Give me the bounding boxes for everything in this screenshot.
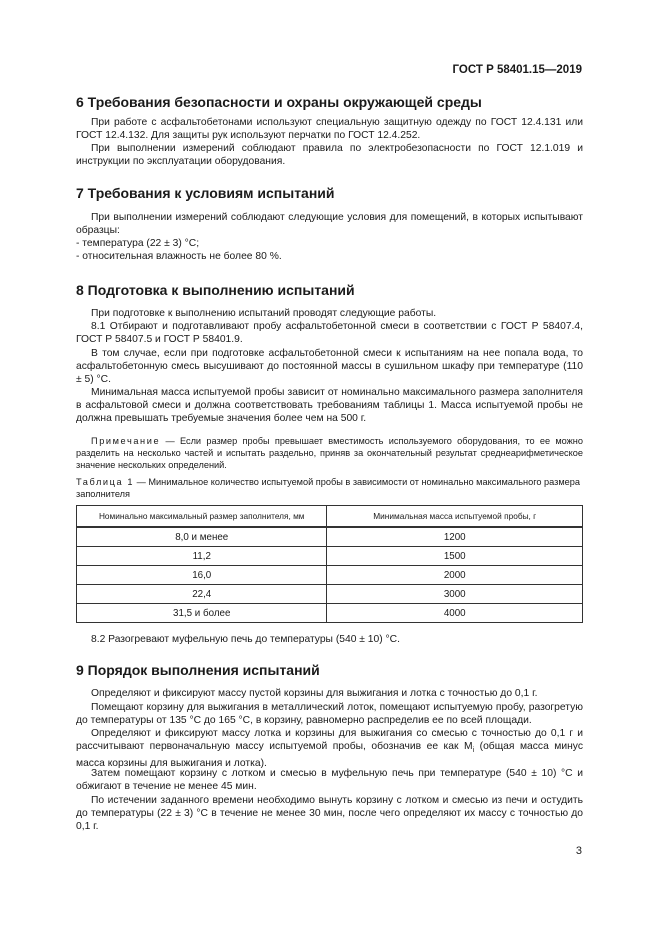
note-text: — Если размер пробы превышает вместимость используемого оборудования, то ее можно разделить на несколько частей и испытать раздельно, приняв за окончательный результат среднеарифметическое значение нескольких определений. [76, 436, 583, 470]
section-7-paragraph-1: При выполнении измерений соблюдают следующие условия для помещений, в которых испытывают образцы: [76, 212, 583, 236]
table-cell-mass: 1500 [327, 547, 583, 566]
section-9-paragraph-5: По истечении заданного времени необходимо вынуть корзину с лотком и смесью из печи и остудить до температуры (22 ± 3) °С в течение не менее 30 мин, после чего определяют их массу с точностью до 0,1 г. [76, 795, 583, 832]
table-cell-size: 22,4 [77, 585, 327, 604]
table-cell-mass: 4000 [327, 604, 583, 623]
section-8-paragraph-1: При подготовке к выполнению испытаний проводят следующие работы. [91, 308, 437, 319]
note-label: Примечание [91, 436, 161, 446]
table-row [77, 585, 583, 604]
document-id: ГОСТ Р 58401.15—2019 [452, 64, 582, 76]
section-8-paragraph-4: Минимальная масса испытуемой пробы зависит от номинально максимального размера заполнителя в асфальтовой смеси и должна соответствовать требованиям таблицы 1. Масса испытуемой пробы не должна превышать требуемые значения более чем на 500 г. [76, 387, 583, 424]
table-cell-size: 8,0 и менее [77, 527, 327, 547]
section-9-paragraph-3-text: Определяют и фиксируют массу лотка и корзины для выжигания со смесью с точностью до 0,1 г и рассчитывают первоначальную массу испытуемой пробы, обозначив ее как M [76, 728, 583, 752]
table-label: Таблица 1 [76, 477, 135, 487]
table-cell-size: 31,5 и более [77, 604, 327, 623]
page-number: 3 [575, 845, 582, 857]
table-row [77, 566, 583, 585]
table-caption [76, 476, 583, 500]
table-row [77, 527, 583, 547]
table-cell-mass: 3000 [327, 585, 583, 604]
table-row [77, 604, 583, 623]
note [76, 435, 583, 471]
section-6-paragraph-1: При работе с асфальтобетонами используют специальную защитную одежду по ГОСТ 12.4.131 или ГОСТ 12.4.132. Для защиты рук используют перчатки по ГОСТ 12.4.252. [76, 117, 583, 141]
section-8-title: 8 Подготовка к выполнению испытаний [76, 282, 355, 298]
section-8-1-paragraph: 8.1 Отбирают и подготавливают пробу асфальтобетонной смеси в соответствии с ГОСТ Р 58407.4, ГОСТ Р 58407.5 и ГОСТ Р 58401.9. [76, 321, 583, 345]
section-6-title: 6 Требования безопасности и охраны окружающей среды [76, 94, 482, 110]
table-cell-mass: 1200 [327, 527, 583, 547]
table-cell-size: 16,0 [77, 566, 327, 585]
section-8-2-paragraph: 8.2 Разогревают муфельную печь до температуры (540 ± 10) °С. [91, 634, 400, 645]
section-9-paragraph-4: Затем помещают корзину с лотком и смесью в муфельную печь при температуре (540 ± 10) °С и обжигают в течение не менее 45 мин. [76, 768, 583, 792]
list-item-temperature: - температура (22 ± 3) °С; [76, 238, 200, 249]
mass-subscript: i [472, 747, 475, 755]
table-cell-mass: 2000 [327, 566, 583, 585]
section-9-paragraph-3-tail: (общая масса минус масса корзины для выжигания и лотка). [76, 741, 583, 770]
section-6-paragraph-2: При выполнении измерений соблюдают правила по электробезопасности по ГОСТ 12.1.019 и инструкции по эксплуатации оборудования. [76, 143, 583, 167]
section-7-title: 7 Требования к условиям испытаний [76, 185, 335, 201]
section-9-paragraph-3 [76, 727, 583, 770]
list-item-humidity: - относительная влажность не более 80 %. [76, 251, 282, 262]
section-8-paragraph-3: В том случае, если при подготовке асфальтобетонной смеси к испытаниям на нее попала вода, то асфальтобетонную смесь высушивают до постоянной массы в сушильном шкафу при температуре (110 ± 5) °С. [76, 348, 583, 385]
section-9-paragraph-2: Помещают корзину для выжигания в металлический лоток, помещают испытуемую пробу, разогретую до температуры от 135 °С до 165 °С, в корзину, равномерно распределив ее по всей площади. [76, 702, 583, 726]
table-caption-text: — Минимальное количество испытуемой пробы в зависимости от номинально максимального размера заполнителя [76, 477, 580, 499]
section-9-paragraph-1: Определяют и фиксируют массу пустой корзины для выжигания и лотка с точностью до 0,1 г. [91, 688, 538, 699]
section-9-title: 9 Порядок выполнения испытаний [76, 662, 320, 678]
table-header-min-mass: Минимальная масса испытуемой пробы, г [327, 506, 583, 528]
table-header-aggregate-size: Номинально максимальный размер заполнителя, мм [77, 506, 327, 528]
table-header-row [77, 506, 583, 528]
table-row [77, 547, 583, 566]
min-sample-mass-table [76, 505, 583, 623]
table-cell-size: 11,2 [77, 547, 327, 566]
